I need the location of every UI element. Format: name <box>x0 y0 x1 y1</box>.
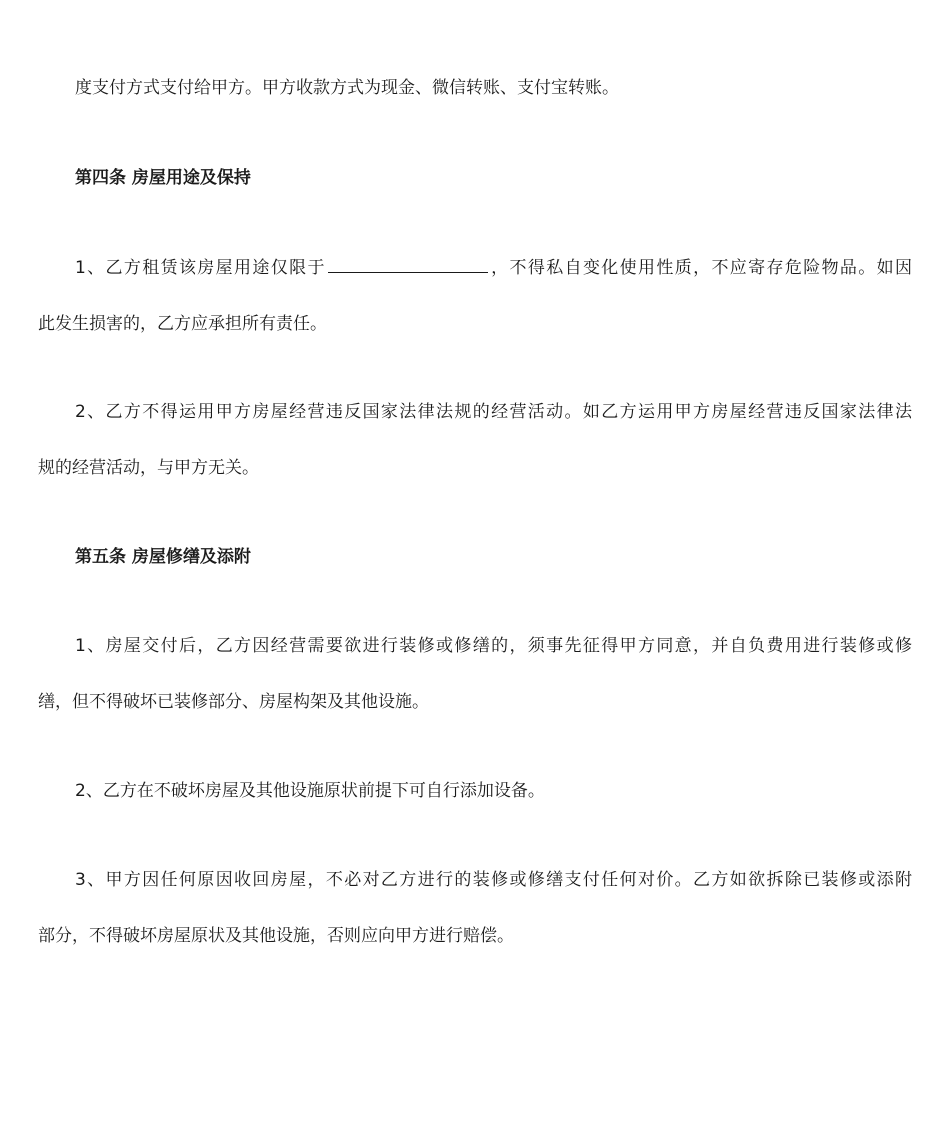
paragraph-line: 缮，但不得破坏已装修部分、房屋构架及其他设施。 <box>38 692 429 712</box>
paragraph-line: 1、房屋交付后，乙方因经营需要欲进行装修或修缮的，须事先征得甲方同意，并自负费用进行装修或修 <box>75 636 912 656</box>
paragraph-line: 此发生损害的，乙方应承担所有责任。 <box>38 314 327 334</box>
paragraph-line: 部分，不得破坏房屋原状及其他设施，否则应向甲方进行赔偿。 <box>38 926 514 946</box>
paragraph-line: 规的经营活动，与甲方无关。 <box>38 458 259 478</box>
fill-in-blank[interactable] <box>328 256 488 273</box>
paragraph-line: 2、乙方在不破坏房屋及其他设施原状前提下可自行添加设备。 <box>75 781 545 801</box>
paragraph-line: 2、乙方不得运用甲方房屋经营违反国家法律法规的经营活动。如乙方运用甲方房屋经营违反国家法律法 <box>75 402 912 422</box>
paragraph-line: 度支付方式支付给甲方。甲方收款方式为现金、微信转账、支付宝转账。 <box>75 78 619 98</box>
paragraph-text: 1、乙方租赁该房屋用途仅限于 <box>75 258 326 278</box>
paragraph-line: 3、甲方因任何原因收回房屋，不必对乙方进行的装修或修缮支付任何对价。乙方如欲拆除已装修或添附 <box>75 870 912 890</box>
paragraph-line <box>75 256 912 280</box>
section-heading-5: 第五条 房屋修缮及添附 <box>75 547 251 567</box>
section-heading-4: 第四条 房屋用途及保持 <box>75 168 251 188</box>
paragraph-text: ，不得私自变化使用性质，不应寄存危险物品。如因 <box>489 258 912 278</box>
